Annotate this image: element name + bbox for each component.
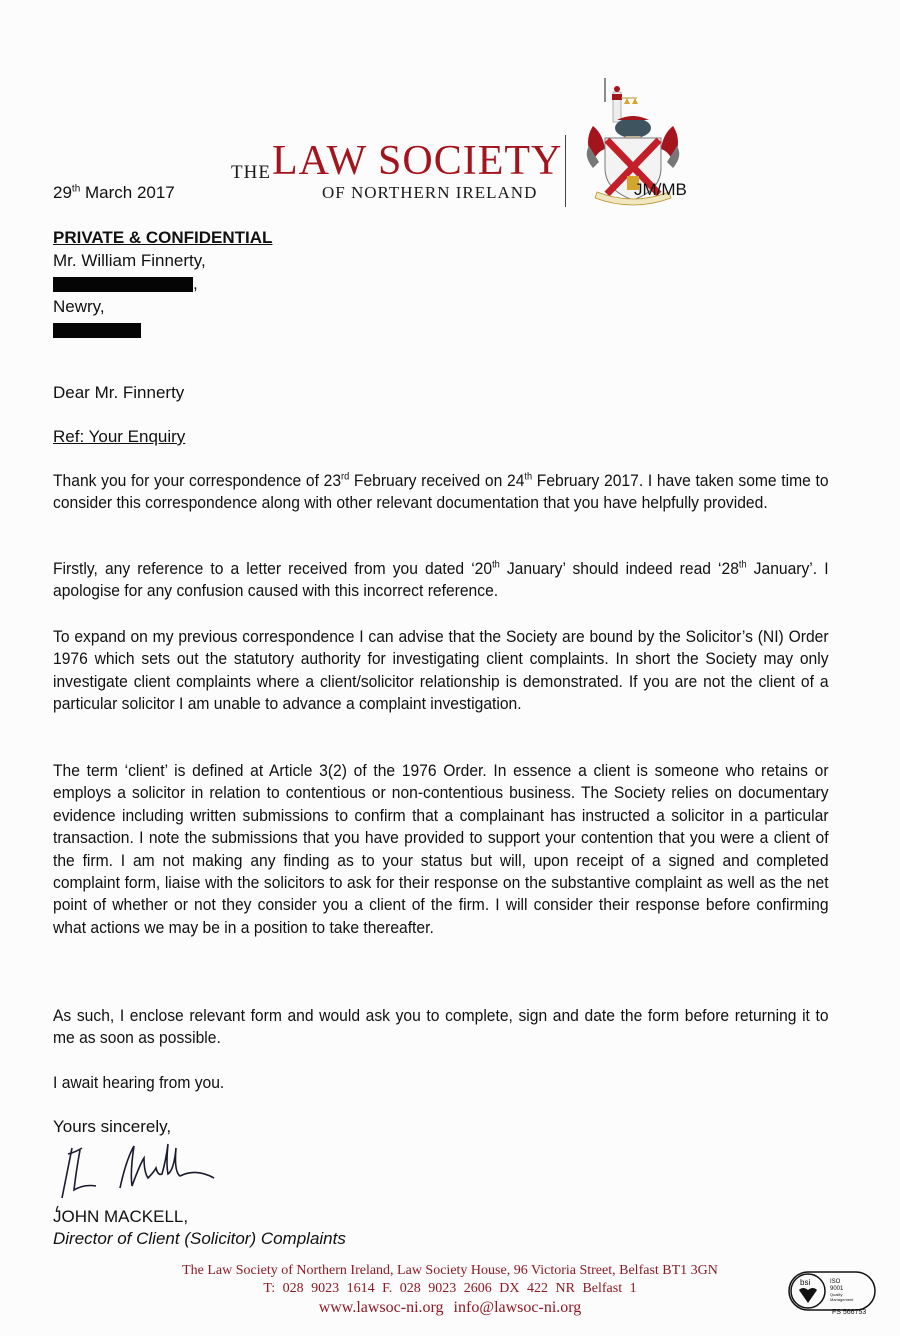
redacted-postcode xyxy=(53,323,141,338)
footer-address: The Law Society of Northern Ireland, Law Society House, 96 Victoria Street, Belfast BT1 3GN xyxy=(182,1263,718,1278)
paragraph-6: I await hearing from you. xyxy=(53,1073,225,1092)
reference-line: Ref: Your Enquiry xyxy=(53,427,186,446)
footer-phones: T: 028 9023 1614 F. 028 9023 2606 DX 422 NR Belfast 1 xyxy=(263,1281,637,1296)
signer-name: JOHN MACKELL, xyxy=(53,1207,189,1226)
letter-date: 29th March 2017 xyxy=(53,183,175,202)
letterhead-law-society: LAW SOCIETY xyxy=(272,138,563,184)
recipient-postcode xyxy=(53,318,272,341)
footer-web-email: www.lawsoc-ni.org info@lawsoc-ni.org xyxy=(318,1299,582,1316)
recipient-town: Newry, xyxy=(53,297,105,316)
paragraph-2: Firstly, any reference to a letter received from you dated ‘20th January’ should indeed read ‘28th January’. I apologise for any confusion caused with this incorrect reference. xyxy=(53,559,829,601)
letterhead-divider xyxy=(565,135,566,207)
svg-text:Management: Management xyxy=(830,1297,854,1302)
paragraph-4: The term ‘client’ is defined at Article 3(2) of the 1976 Order. In essence a client is someone who retains or employs a solicitor in relation to contentious or non-contentious business. The Society relies on documentary evidence including written submissions to confirm that a complainant has instructed a solicitor in a particular transaction. I note the submissions that you have provided to support your contention that you were a client of the firm. I am not making any finding as to your status but will, upon receipt of a signed and completed complaint form, liaise with the solicitors to ask for their response on the substantive complaint as well as the net point of whether or not they consider you a client of the firm. I will consider their response before confirming what actions we may be in a position to take thereafter. xyxy=(53,761,829,937)
closing: Yours sincerely, xyxy=(53,1117,172,1136)
svg-text:Quality: Quality xyxy=(830,1292,843,1297)
svg-text:ISO: ISO xyxy=(830,1279,841,1285)
letterhead-of-northern-ireland: OF NORTHERN IRELAND xyxy=(322,183,538,202)
recipient-address xyxy=(53,226,272,341)
letterhead-footer xyxy=(150,1262,750,1318)
svg-text:bsi: bsi xyxy=(800,1278,811,1287)
redacted-street xyxy=(53,277,193,292)
paragraph-5: As such, I enclose relevant form and would ask you to complete, sign and date the form before returning it to me as soon as possible. xyxy=(53,1006,829,1048)
paragraph-1: Thank you for your correspondence of 23rd February received on 24th February 2017. I have taken some time to consider this correspondence along with other relevant documentation that you have helpfully provided. xyxy=(53,471,829,513)
recipient-street: , xyxy=(53,272,272,295)
svg-text:9001: 9001 xyxy=(830,1286,844,1292)
letterhead-the: THE xyxy=(231,162,271,183)
bsi-certificate-number: FS 566753 xyxy=(832,1309,867,1316)
reference-code: JM/MB xyxy=(634,180,687,199)
salutation: Dear Mr. Finnerty xyxy=(53,383,185,402)
private-confidential-heading: PRIVATE & CONFIDENTIAL xyxy=(53,228,273,247)
signer-title: Director of Client (Solicitor) Complaints xyxy=(53,1229,346,1248)
handwritten-signature-icon xyxy=(50,1140,240,1212)
recipient-name: Mr. William Finnerty, xyxy=(53,251,206,270)
paragraph-3: To expand on my previous correspondence I can advise that the Society are bound by the Solicitor’s (NI) Order 1976 which sets out the statutory authority for investigating client complaints. In short the Society may only investigate client complaints where a client/solicitor relationship is demonstrated. If you are not the client of a particular solicitor I am unable to advance a complaint investigation. xyxy=(53,627,829,714)
